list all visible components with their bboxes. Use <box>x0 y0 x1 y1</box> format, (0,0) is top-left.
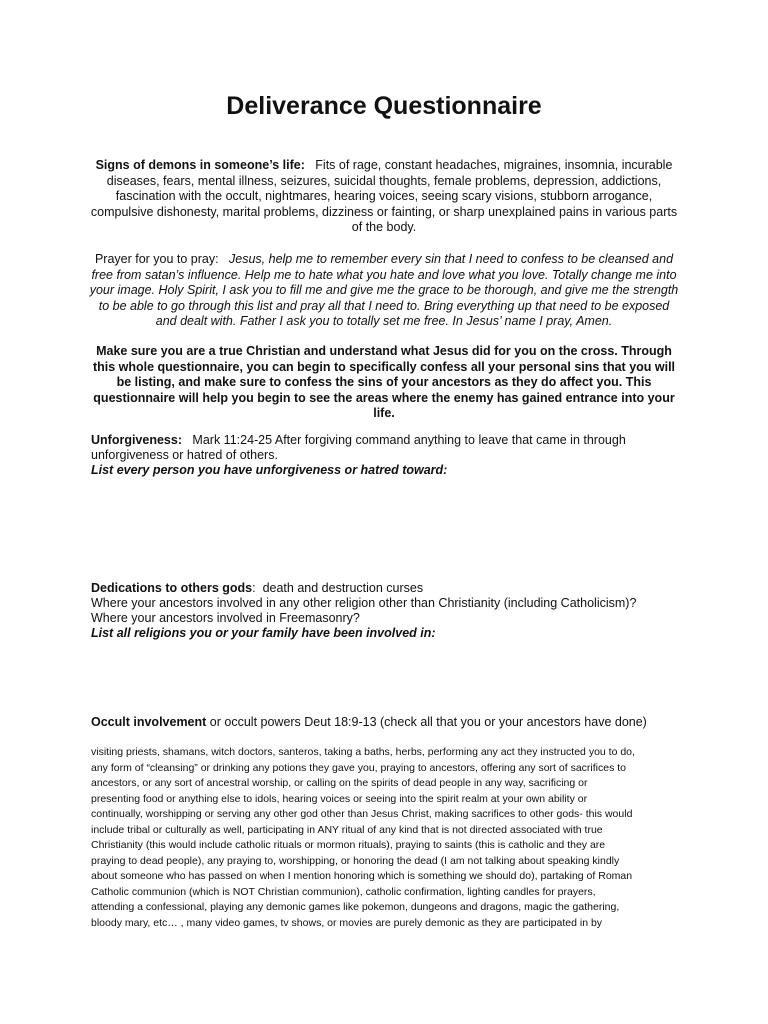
occult-line: Catholic communion (which is NOT Christian communion), catholic confirmation, lighting candles for prayers, <box>91 885 596 898</box>
dedications-label: Dedications to others gods <box>91 581 253 595</box>
signs-label: Signs of demons in someone’s life: <box>95 158 305 172</box>
signs-text: Fits of rage, constant headaches, migraines, insomnia, incurable diseases, fears, mental illness, seizures, suicidal thoughts, female problems, depression, addictions, fascination with the occult, nightmares, hearing voices, seeing scary visions, stubborn arrogance, compulsive dishonesty, marital problems, dizziness or fainting, or sharp unexplained pains in various parts of the body. <box>90 158 678 234</box>
unforgiveness-prompt: List every person you have unforgiveness or hatred toward: <box>91 463 448 477</box>
dedications-question-1: Where your ancestors involved in any other religion other than Christianity (including Catholicism)? <box>91 596 637 610</box>
occult-line: attending a confessional, playing any demonic games like pokemon, dungeons and dragons, magic the gathering, <box>91 901 620 913</box>
occult-line: visiting priests, shamans, witch doctors, santeros, taking a baths, herbs, performing any act they instructed you to do, <box>91 746 635 758</box>
occult-heading <box>91 715 691 730</box>
occult-label: Occult involvement <box>91 715 207 729</box>
dedications-label-suffix: : <box>252 581 256 595</box>
prayer-text: Jesus, help me to remember every sin that I need to confess to be cleansed and free from satan’s influence. Help me to hate what you hate and love what you love. Totally change me into your image. Holy Spirit, I ask you to fill me and give me the grace to be thorough, and give me the strength to be able to go through this list and pray all that I need to. Bring everything up that need to be exposed and dealt with. Father I ask you to totally set me free. In Jesus’ name I pray, Amen. <box>89 252 679 328</box>
occult-line: about someone who has passed on when I mention honoring which is something we should do), partaking of Roman <box>91 870 633 882</box>
occult-line: bloody mary, etc… , many video games, tv shows, or movies are purely demonic as they are participated in by <box>91 916 603 929</box>
intro-paragraph: Make sure you are a true Christian and understand what Jesus did for you on the cross. Through this whole questionnaire, you can begin to specifically confess all your personal sins that you will be listing, and make sure to confess the sins of your ancestors as they do affect you. This questionnaire will help you begin to see the areas where the enemy has gained entrance into your life. <box>92 344 676 420</box>
occult-line: praying to dead people), any praying to, worshipping, or honoring the dead (I am not talking about speaking kindly <box>91 854 620 867</box>
occult-line: ancestors, or any sort of ancestral worship, or calling on the spirits of dead people in any way, sacrificing or <box>91 777 588 789</box>
prayer-paragraph <box>88 252 680 330</box>
dedications-text: death and destruction curses <box>262 581 424 595</box>
occult-line: continually, worshipping or serving any other god other than Jesus Christ, making sacrifices to other gods- this would <box>91 808 633 820</box>
unforgiveness-section <box>91 433 691 478</box>
dedications-section <box>91 581 691 641</box>
dedications-question-2: Where your ancestors involved in Freemasonry? <box>91 611 360 625</box>
dedications-prompt: List all religions you or your family have been involved in: <box>91 626 436 640</box>
prayer-label: Prayer for you to pray: <box>94 252 219 266</box>
signs-paragraph <box>88 158 680 236</box>
occult-line: presenting food or anything else to idols, hearing voices or seeing into the spirit realm at your own ability or <box>91 792 588 805</box>
dedications-heading-line <box>91 581 691 596</box>
unforgiveness-text: Mark 11:24-25 After forgiving command anything to leave that came in through unforgiveness or hatred of others. <box>91 433 626 462</box>
occult-line: include tribal or culturally as well, participating in ANY ritual of any kind that is not directed associated with true <box>91 823 603 836</box>
unforgiveness-label: Unforgiveness: <box>91 433 182 447</box>
occult-list <box>91 745 691 931</box>
occult-line: Christianity (this would include catholic rituals or mormon rituals), praying to saints (this is catholic and they are <box>91 839 606 851</box>
occult-line: any form of “cleansing” or drinking any potions they gave you, praying to ancestors, offering any sort of sacrifices to <box>91 761 626 774</box>
page-title: Deliverance Questionnaire <box>226 92 542 120</box>
occult-text: or occult powers Deut 18:9-13 (check all that you or your ancestors have done) <box>209 715 647 729</box>
